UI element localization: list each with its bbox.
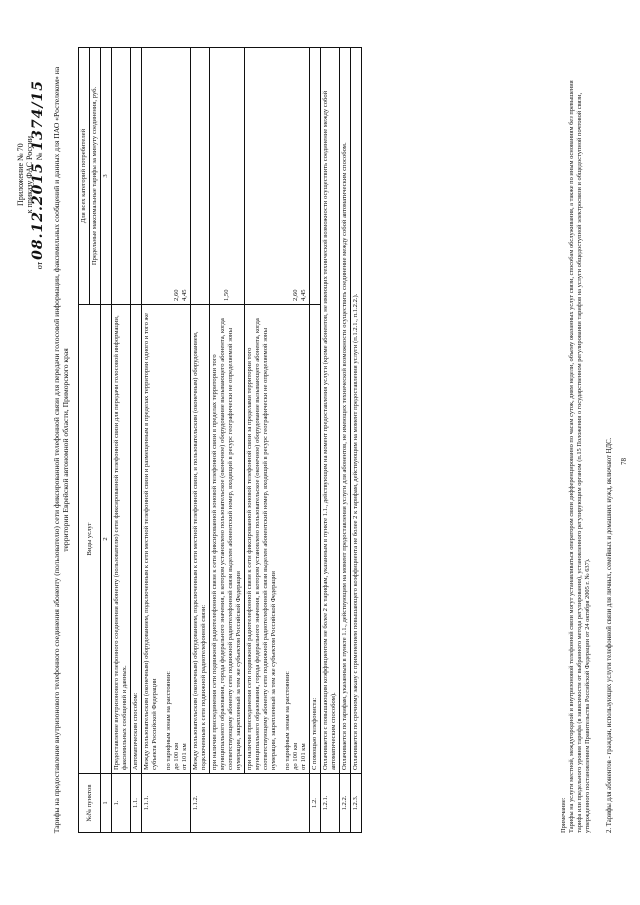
annex-number: Приложение № 70 (16, 143, 25, 206)
row-text: Предоставление внутризонового телефонного соединения абоненту (пользователю) сети фиксированной телефонной связи для передачи голосовой информации, факсимильных сообщений и данных. (112, 305, 131, 774)
distance-title: по тарифным зонам на расстоянии: (165, 671, 172, 770)
approval-block (16, 80, 44, 269)
row-num: 1.1.2. (191, 774, 310, 833)
table-row (191, 48, 210, 833)
header-row (79, 48, 90, 833)
colnum-3: 3 (101, 48, 112, 305)
row-num: 1.2.3. (351, 774, 362, 833)
row-num: 1. (112, 774, 131, 833)
distance-from-101: от 101 км (300, 743, 307, 770)
page-number: 78 (620, 458, 628, 465)
row-value (112, 48, 131, 305)
row-description: при наличии присоединения сети подвижной радиотелефонной связи к сети фиксированной зоновой телефонной связи за пределами территории того муниципального образования, города федерального значения, в котором установлено пользовательское (оконечное) оборудование вызывающего абонента, когда соответствующему абоненту сети подвижной радиотелефонной связи выделен абонентский номер, входящий в ресурс географически не определяемой зоны нумерации, закрепленный за тем же субъектом Российской Федерации (246, 318, 277, 770)
header-service: Виды услуг (79, 305, 101, 774)
row-num: 1.1.1. (142, 774, 191, 833)
table-row (112, 48, 131, 833)
colnum-1: 1 (101, 774, 112, 833)
row-value (310, 48, 321, 305)
distance-up-to-100: до 100 км (292, 742, 299, 770)
table-row (210, 48, 245, 833)
row-num: 1.2. (310, 774, 321, 833)
table-row (131, 48, 142, 833)
row-text: при наличии присоединения сети подвижной радиотелефонной связи к сети фиксированной зоновой телефонной связи в пределах территории того муниципального образования, города федерального значения, в котором установлено пользовательское (оконечное) оборудование вызывающего абонента, когда соответствующему абоненту сети подвижной радиотелефонной связи выделен абонентский номер, входящий в ресурс географически не определяемой зоны нумерации, закрепленный за тем же субъектом Российской Федерации (210, 305, 245, 774)
value-up-to-100: 2,60 (292, 289, 299, 301)
header-value: Предельные максимальные тарифы за минуту соединения, руб. (90, 48, 101, 305)
value-from-101: 4,45 (300, 289, 307, 301)
row-num: 1.2.1. (321, 774, 340, 833)
table-row (245, 48, 310, 833)
row-value: 1,50 (210, 48, 245, 305)
table-row (321, 48, 340, 833)
row-num: 1.1. (131, 774, 142, 833)
distance-up-to-100: до 100 км (173, 742, 180, 770)
row-text: Оплачивается по срочному заказу с применением повышающего коэффициента не более 2 к тарифам, действующим на момент предоставления услуги (п.1.2.1., п.1.2.2.). (351, 48, 362, 774)
number-prefix: № (35, 152, 44, 161)
table-row (340, 48, 351, 833)
notes-heading: Примечание: (560, 797, 567, 833)
distance-from-101: от 101 км (181, 743, 188, 770)
row-value (142, 48, 191, 305)
header-group: Для всех категорий потребителей (79, 48, 90, 305)
value-from-101: 4,45 (181, 289, 188, 301)
row-num: 1.2.2. (340, 774, 351, 833)
date-prefix: от (35, 261, 44, 270)
handwritten-date: 08.12.2015 (30, 162, 46, 260)
note-1: Тарифы на услуги местной, междугородной и внутризоновой телефонной связи могут устанавливаться оператором связи дифференцированно по часам суток, дням недели, объему оказанных услуг связи, способам обслуживания, а также по иным основаниям без превышения тарифа или предельного уровня тарифа (в зависимости от выбранного метода регулирования), установленного регулирующим органом (п.15 Положения о государственном регулировании тарифов на услуги общедоступной электросвязи и общедоступной почтовой связи, утвержденного постановлением Правительства Российской Федерации от 24 октября 2005 г. № 637). (568, 80, 591, 833)
value-up-to-100: 2,60 (173, 289, 180, 301)
row-value (191, 48, 210, 305)
row-text (245, 305, 310, 774)
header-num: №№ пунктов (79, 774, 101, 833)
order-date-line (30, 80, 46, 270)
row-text (142, 305, 191, 774)
row-text: С помощью телефониста: (310, 305, 321, 774)
handwritten-number: 1374/15 (30, 80, 46, 151)
row-description: Между пользовательским (оконечным) оборудованием, подключенным к сети местной телефонной связи и размещенным в пределах территории одного и того же субъекта Российской Федерации (143, 313, 158, 770)
row-text: Оплачивается по тарифам, указанным в пункте 1.1., действующим на момент предоставления услуги для абонентов, не имеющих технической возможности осуществить соединение между собой автоматическим способом. (340, 48, 351, 774)
colnum-2: 2 (101, 305, 112, 774)
row-text: Между пользовательским (оконечным) оборудованием, подключенным к сети местной телефонной связи, и пользовательским (оконечным) оборудованием, подключенным к сети подвижной радиотелефонной связи: (191, 305, 210, 774)
order-reference: к приказу ФАС России (25, 135, 34, 214)
column-number-row (101, 48, 112, 833)
row-value (131, 48, 142, 305)
notes-block (560, 69, 592, 833)
tariff-table (78, 47, 362, 833)
distance-title: по тарифным зонам на расстоянии: (284, 671, 291, 770)
table-row (351, 48, 362, 833)
table-row (310, 48, 321, 833)
row-text: Оплачивается с повышающим коэффициентом не более 2 к тарифам, указанным в пункте 1.1., действующим на момент предоставления услуги (кроме абонентов, не имеющих технической возможности осуществить соединение между собой автоматическим способом). (321, 48, 340, 774)
document-title: Тарифы на предоставление внутризонового телефонного соединения абоненту (пользователю) сети фиксированной телефонной связи для передачи голосовой информации, факсимильных сообщений и данных для ПАО «Ростелеком» на территории Еврейской автономной области, Приморского края (52, 66, 70, 834)
table-row (142, 48, 191, 833)
row-value (245, 48, 310, 305)
note-2: 2. Тарифы для абонентов - граждан, использующих услуги телефонной связи для личных, семейных и домашних нужд, включают НДС. (606, 437, 613, 833)
row-text: Автоматическим способом: (131, 305, 142, 774)
